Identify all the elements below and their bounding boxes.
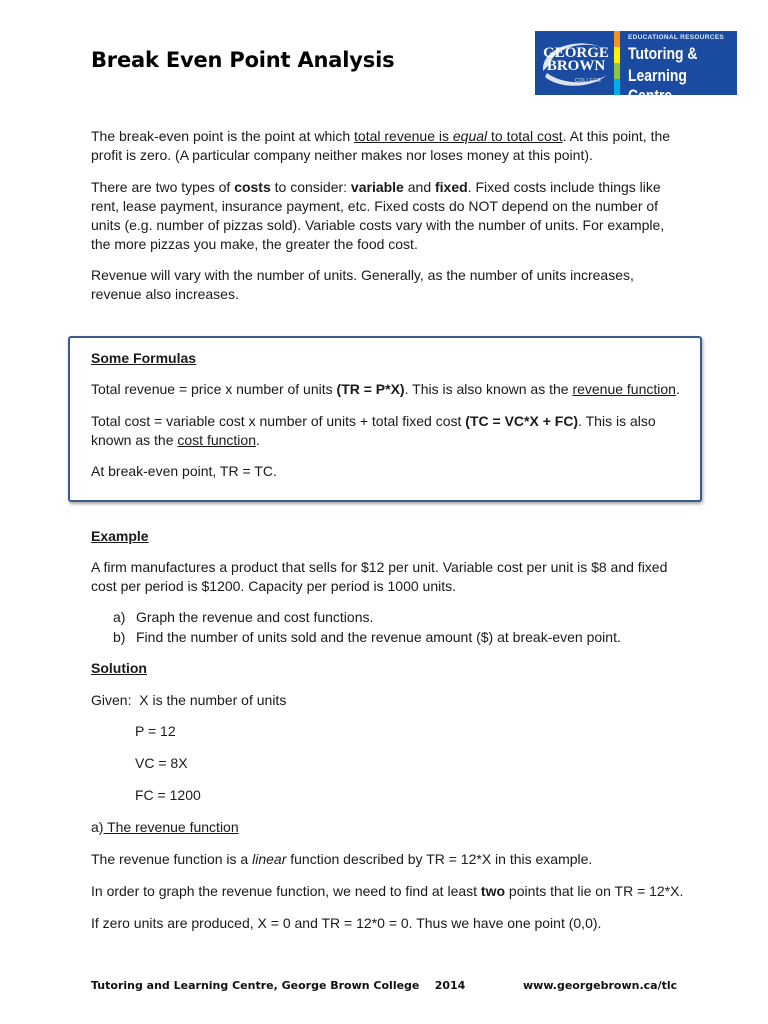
solution-variable-cost: VC = 8X [135,755,188,771]
intro-p1-line1: The break-even point is the point at which total revenue is equal to total cost. At this point, the [91,128,671,144]
tlc-wordmark [625,31,737,105]
logo-tutoring: Tutoring & [628,44,698,63]
logo-brown: BROWN [546,58,606,74]
logo-resources: EDUCATIONAL RESOURCES [628,34,724,41]
example-item-b: b) Find the number of units sold and the revenue amount ($) at break-even point. [113,629,621,645]
example-text: A firm manufactures a product that sells for $12 per unit. Variable cost per unit is $8 and fixed cost per period is $1200. Capacity per period is 1000 units. [91,559,668,594]
footer-url[interactable]: www.georgebrown.ca/tlc [523,979,678,992]
logo-color-stripe [614,31,620,95]
solution-given: Given: X is the number of units [91,692,287,708]
page-title: Break Even Point Analysis [91,48,395,72]
solution-part-a-label: a) The revenue function [91,819,239,835]
solution-heading: Solution [91,660,147,676]
footer-left: Tutoring and Learning Centre, George Brown College 2014 [91,979,466,992]
college-logo [535,31,737,105]
solution-fixed-cost: FC = 1200 [135,787,201,803]
intro-p2-line2: rent, lease payment, insurance payment, etc. Fixed costs do NOT depend on the number of [91,198,659,214]
intro-p2-line1: There are two types of costs to consider: variable and fixed. Fixed costs include things like [91,179,661,195]
intro-p1-line2: profit is zero. (A particular company neither makes nor loses money at this point). [91,147,593,163]
example-item-a: a) Graph the revenue and cost functions. [113,609,374,625]
solution-revenue-line1: The revenue function is a linear function described by TR = 12*X in this example. [91,851,593,867]
logo-college: COLLEGE [575,78,602,84]
formula-cost: Total cost = variable cost x number of units + total fixed cost (TC = VC*X + FC). This is also known as the cost function. [91,413,656,448]
intro-p2-line4: the more pizzas you make, the greater the food cost. [91,236,418,252]
solution-revenue-line3: If zero units are produced, X = 0 and TR = 12*0 = 0. Thus we have one point (0,0). [91,915,602,931]
logo-learning-centre: Learning Centre [628,66,687,105]
intro-p3: Revenue will vary with the number of units. Generally, as the number of units increases, revenue also increases. [91,267,634,302]
formula-revenue: Total revenue = price x number of units (TR = P*X). This is also known as the revenue function. [91,381,680,397]
formulas-heading: Some Formulas [91,350,197,366]
logo-george: GEORGE [543,45,609,61]
example-heading: Example [91,528,149,544]
solution-price: P = 12 [135,723,176,739]
intro-p2 [91,178,691,254]
solution-revenue-line2: In order to graph the revenue function, we need to find at least two points that lie on TR = 12*X. [91,883,684,899]
gbc-logo-mark [535,31,615,95]
intro-p1 [91,127,691,165]
intro-p2-line3: units (e.g. number of pizzas sold). Variable costs vary with the number of units. For example, [91,217,665,233]
formula-breakeven: At break-even point, TR = TC. [91,463,277,479]
